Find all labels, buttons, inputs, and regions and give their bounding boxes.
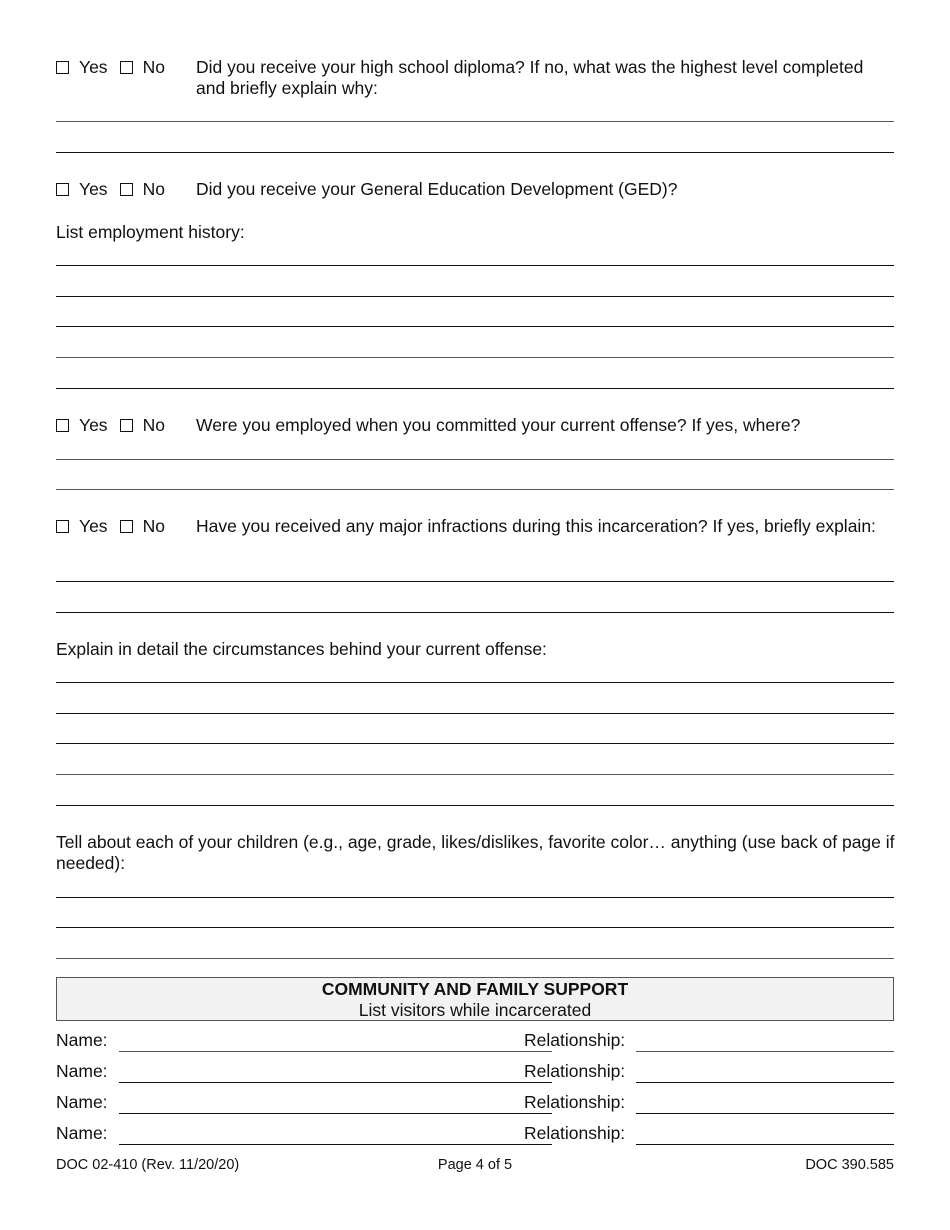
footer-statute: DOC 390.585	[805, 1157, 894, 1173]
circumstances-line[interactable]	[56, 713, 894, 714]
employment-history-line[interactable]	[56, 265, 894, 266]
employed-no-checkbox[interactable]: No	[120, 415, 165, 436]
circumstances-line[interactable]	[56, 682, 894, 683]
infractions-answer-line[interactable]	[56, 612, 894, 613]
footer-form-id: DOC 02-410 (Rev. 11/20/20)	[56, 1157, 240, 1173]
name-field[interactable]	[119, 1113, 552, 1114]
diploma-question-text: Did you receive your high school diploma? If no, what was the highest level completed and briefly explain why:	[196, 57, 864, 98]
employed-answer-line[interactable]	[56, 459, 894, 460]
diploma-answer-line[interactable]	[56, 121, 894, 122]
infractions-no-checkbox[interactable]: No	[120, 516, 165, 537]
infractions-answer-line[interactable]	[56, 581, 894, 582]
checkbox-icon	[120, 61, 133, 74]
relationship-label: Relationship:	[524, 1123, 626, 1143]
ged-yes-checkbox[interactable]: Yes	[56, 179, 108, 200]
checkbox-icon	[56, 61, 69, 74]
diploma-yes-checkbox[interactable]: Yes	[56, 57, 108, 78]
ged-no-checkbox[interactable]: No	[120, 179, 165, 200]
question-infractions	[56, 516, 896, 537]
diploma-no-checkbox[interactable]: No	[120, 57, 165, 78]
relationship-field[interactable]	[636, 1113, 894, 1114]
employed-question-text: Were you employed when you committed your current offense? If yes, where?	[196, 415, 801, 435]
name-label: Name:	[56, 1123, 108, 1143]
question-ged	[56, 179, 896, 200]
checkbox-icon	[56, 183, 69, 196]
name-label: Name:	[56, 1092, 108, 1112]
circumstances-line[interactable]	[56, 805, 894, 806]
employment-history-line[interactable]	[56, 357, 894, 358]
infractions-yes-checkbox[interactable]: Yes	[56, 516, 108, 537]
children-line[interactable]	[56, 958, 894, 959]
checkbox-icon	[56, 419, 69, 432]
checkbox-icon	[56, 520, 69, 533]
relationship-label: Relationship:	[524, 1030, 626, 1050]
children-line[interactable]	[56, 927, 894, 928]
checkbox-icon	[120, 419, 133, 432]
visitor-row	[56, 1123, 894, 1145]
employment-history-line[interactable]	[56, 326, 894, 327]
circumstances-line[interactable]	[56, 743, 894, 744]
children-line[interactable]	[56, 897, 894, 898]
name-field[interactable]	[119, 1144, 552, 1145]
section-title: COMMUNITY AND FAMILY SUPPORT	[321, 979, 629, 999]
section-subtitle: List visitors while incarcerated	[358, 1000, 592, 1020]
visitor-row	[56, 1030, 894, 1052]
children-label: Tell about each of your children (e.g., age, grade, likes/dislikes, favorite color… anything (use back of page if needed):	[56, 832, 895, 873]
relationship-field[interactable]	[636, 1051, 894, 1052]
checkbox-icon	[120, 520, 133, 533]
employed-yes-checkbox[interactable]: Yes	[56, 415, 108, 436]
employed-answer-line[interactable]	[56, 489, 894, 490]
name-label: Name:	[56, 1061, 108, 1081]
question-employed	[56, 415, 896, 436]
name-field[interactable]	[119, 1051, 552, 1052]
employment-history-line[interactable]	[56, 388, 894, 389]
infractions-question-text: Have you received any major infractions during this incarceration? If yes, briefly explain:	[196, 516, 876, 536]
circumstances-line[interactable]	[56, 774, 894, 775]
checkbox-icon	[120, 183, 133, 196]
name-label: Name:	[56, 1030, 108, 1050]
diploma-answer-line[interactable]	[56, 152, 894, 153]
employment-history-label: List employment history:	[56, 222, 245, 242]
employment-history-line[interactable]	[56, 296, 894, 297]
relationship-label: Relationship:	[524, 1092, 626, 1112]
visitor-row	[56, 1061, 894, 1083]
ged-question-text: Did you receive your General Education Development (GED)?	[196, 179, 678, 199]
footer-page-number: Page 4 of 5	[437, 1157, 513, 1173]
circumstances-label: Explain in detail the circumstances behind your current offense:	[56, 639, 547, 659]
relationship-label: Relationship:	[524, 1061, 626, 1081]
relationship-field[interactable]	[636, 1144, 894, 1145]
visitor-row	[56, 1092, 894, 1114]
community-family-support-header	[56, 977, 894, 1021]
relationship-field[interactable]	[636, 1082, 894, 1083]
name-field[interactable]	[119, 1082, 552, 1083]
question-diploma	[56, 57, 896, 99]
